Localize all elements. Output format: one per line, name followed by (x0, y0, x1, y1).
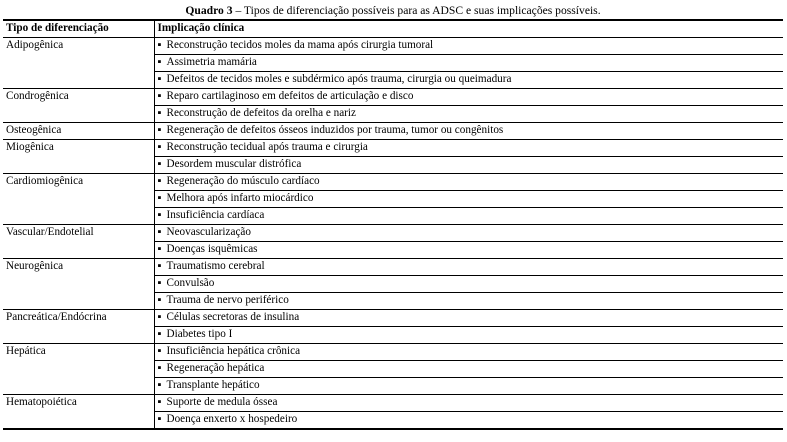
clinical-implication-cell (154, 208, 783, 225)
clinical-implication-cell (154, 293, 783, 310)
implication-text: Neovascularização (166, 226, 251, 238)
differentiation-type-cell: Vascular/Endotelial (3, 225, 154, 259)
clinical-implication-cell (154, 276, 783, 293)
bullet-icon: ▪ (157, 226, 162, 238)
bullet-icon: ▪ (157, 311, 162, 323)
clinical-implication-cell (154, 327, 783, 344)
implication-text: Regeneração hepática (166, 362, 265, 374)
implication-text: Diabetes tipo I (166, 328, 233, 340)
table-row (3, 174, 783, 191)
implication-text: Reconstrução tecidos moles da mama após cirurgia tumoral (166, 39, 434, 51)
clinical-implication-cell (154, 344, 783, 361)
clinical-implication-cell (154, 123, 783, 140)
clinical-implication-cell (154, 225, 783, 242)
implication-text: Células secretoras de insulina (166, 311, 300, 323)
bullet-icon: ▪ (157, 175, 162, 187)
differentiation-type-cell: Miogênica (3, 140, 154, 174)
implication-text: Trauma de nervo periférico (166, 294, 289, 306)
table-row (3, 140, 783, 157)
implication-text: Desordem muscular distrófica (166, 158, 302, 170)
differentiation-type-cell: Condrogênica (3, 89, 154, 123)
differentiation-type-cell: Pancreática/Endócrina (3, 310, 154, 344)
implication-text: Regeneração de defeitos ósseos induzidos por trauma, tumor ou congênitos (166, 124, 504, 136)
clinical-implication-cell (154, 72, 783, 89)
table-caption (3, 4, 783, 19)
clinical-implication-cell (154, 259, 783, 276)
bullet-icon: ▪ (157, 56, 162, 68)
table-body (3, 38, 783, 430)
clinical-implication-cell (154, 55, 783, 72)
implication-text: Melhora após infarto miocárdico (166, 192, 314, 204)
bullet-icon: ▪ (157, 39, 162, 51)
bullet-icon: ▪ (157, 192, 162, 204)
table-row (3, 310, 783, 327)
bullet-icon: ▪ (157, 73, 162, 85)
clinical-implication-cell (154, 140, 783, 157)
implication-text: Doença enxerto x hospedeiro (166, 413, 298, 425)
implication-text: Reconstrução tecidual após trauma e cirurgia (166, 141, 368, 153)
table-row (3, 225, 783, 242)
differentiation-type-cell: Neurogênica (3, 259, 154, 310)
table-row (3, 123, 783, 140)
caption-label: Quadro 3 (185, 4, 233, 17)
bullet-icon: ▪ (157, 277, 162, 289)
clinical-implication-cell (154, 378, 783, 395)
bullet-icon: ▪ (157, 413, 162, 425)
clinical-implication-cell (154, 412, 783, 430)
header-row (3, 20, 783, 38)
bullet-icon: ▪ (157, 141, 162, 153)
implication-text: Reparo cartilaginoso em defeitos de articulação e disco (166, 90, 414, 102)
implication-text: Traumatismo cerebral (166, 260, 265, 272)
bullet-icon: ▪ (157, 294, 162, 306)
implication-text: Transplante hepático (166, 379, 260, 391)
table-header (3, 20, 783, 38)
clinical-implication-cell (154, 89, 783, 106)
clinical-implication-cell (154, 242, 783, 259)
clinical-implication-cell (154, 174, 783, 191)
implication-text: Assimetria mamária (166, 56, 257, 68)
implication-text: Convulsão (166, 277, 215, 289)
bullet-icon: ▪ (157, 90, 162, 102)
bullet-icon: ▪ (157, 345, 162, 357)
differentiation-type-cell: Cardiomiogênica (3, 174, 154, 225)
caption-text: – Tipos de diferenciação possíveis para as ADSC e suas implicações possíveis. (232, 4, 601, 17)
header-implication: Implicação clínica (154, 20, 783, 38)
clinical-implication-cell (154, 157, 783, 174)
clinical-implication-cell (154, 395, 783, 412)
clinical-implication-cell (154, 361, 783, 378)
bullet-icon: ▪ (157, 243, 162, 255)
bullet-icon: ▪ (157, 379, 162, 391)
table-row (3, 395, 783, 412)
implication-text: Regeneração do músculo cardíaco (166, 175, 320, 187)
header-type: Tipo de diferenciação (3, 20, 154, 38)
implication-text: Insuficiência cardíaca (166, 209, 265, 221)
bullet-icon: ▪ (157, 158, 162, 170)
table-row (3, 89, 783, 106)
clinical-implication-cell (154, 191, 783, 208)
table-row (3, 259, 783, 276)
clinical-implication-cell (154, 106, 783, 123)
bullet-icon: ▪ (157, 362, 162, 374)
bullet-icon: ▪ (157, 396, 162, 408)
bullet-icon: ▪ (157, 124, 162, 136)
differentiation-type-cell: Hematopoiética (3, 395, 154, 430)
differentiation-table (3, 19, 783, 430)
implication-text: Insuficiência hepática crônica (166, 345, 301, 357)
table-row (3, 38, 783, 55)
differentiation-type-cell: Hepática (3, 344, 154, 395)
implication-text: Defeitos de tecidos moles e subdérmico após trauma, cirurgia ou queimadura (166, 73, 512, 85)
table-container (3, 4, 783, 430)
bullet-icon: ▪ (157, 209, 162, 221)
differentiation-type-cell: Osteogênica (3, 123, 154, 140)
differentiation-type-cell: Adipogênica (3, 38, 154, 89)
bullet-icon: ▪ (157, 107, 162, 119)
table-row (3, 344, 783, 361)
clinical-implication-cell (154, 310, 783, 327)
implication-text: Reconstrução de defeitos da orelha e nariz (166, 107, 356, 119)
clinical-implication-cell (154, 38, 783, 55)
bullet-icon: ▪ (157, 328, 162, 340)
implication-text: Doenças isquêmicas (166, 243, 258, 255)
bullet-icon: ▪ (157, 260, 162, 272)
implication-text: Suporte de medula óssea (166, 396, 278, 408)
